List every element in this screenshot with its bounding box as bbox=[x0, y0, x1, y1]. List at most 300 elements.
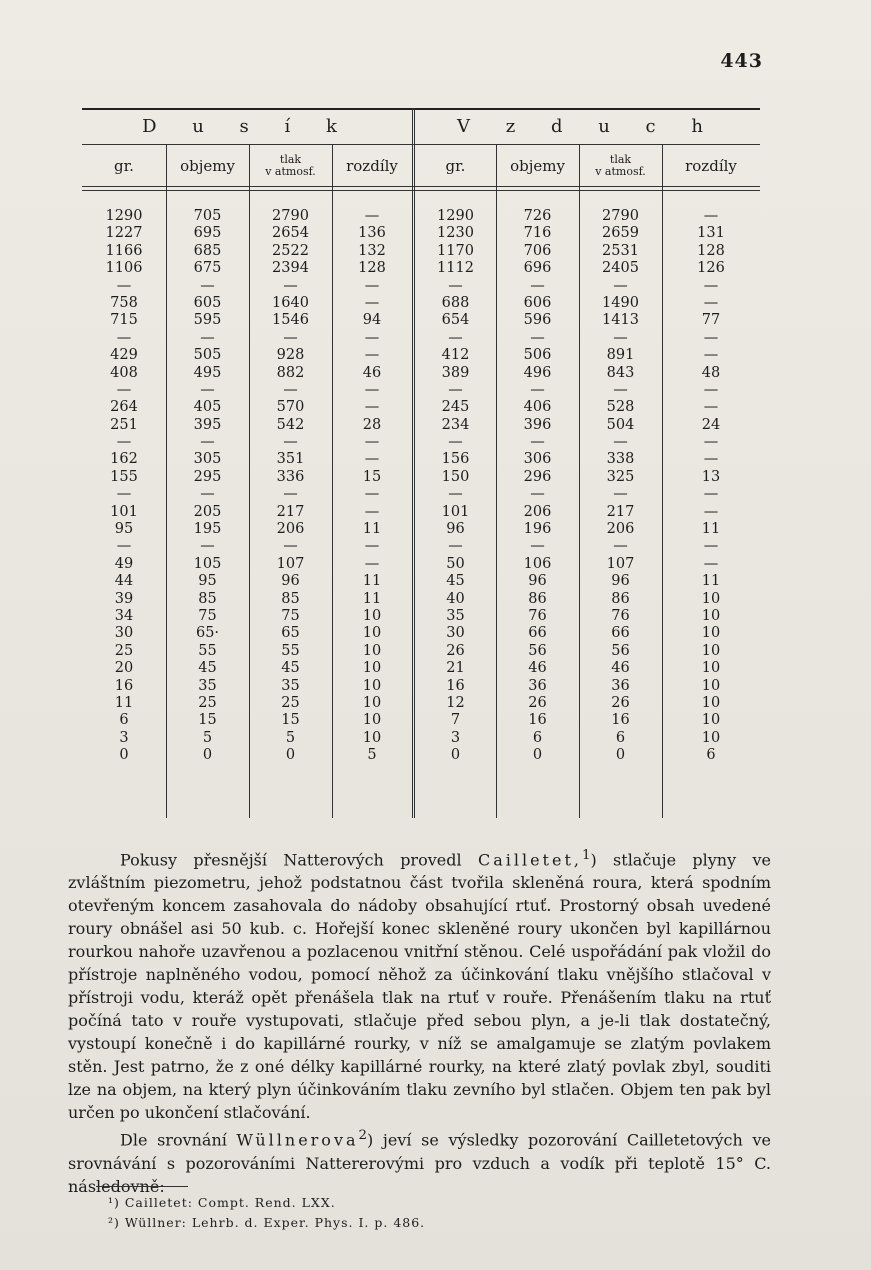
table-cell: 101 bbox=[441, 503, 470, 520]
table-row bbox=[82, 347, 760, 364]
table-cell: 107 bbox=[276, 555, 305, 572]
table-cell: 36 bbox=[611, 677, 630, 694]
table-cell: 688 bbox=[441, 294, 470, 311]
table-cell: 21 bbox=[446, 660, 465, 677]
table-cell: 95 bbox=[198, 573, 217, 590]
body-text bbox=[68, 844, 771, 1198]
table-cell: 10 bbox=[701, 729, 721, 746]
table-cell: 325 bbox=[606, 468, 635, 485]
table-cell: 16 bbox=[446, 677, 465, 694]
table-cell: 1166 bbox=[105, 242, 143, 259]
table-cell: 45 bbox=[281, 660, 300, 677]
table-cell: 128 bbox=[697, 242, 725, 259]
table-cell: 1640 bbox=[272, 294, 309, 311]
table-cell: — bbox=[703, 208, 719, 224]
table-row bbox=[82, 643, 760, 660]
table-row bbox=[82, 260, 760, 277]
table-cell: 336 bbox=[276, 468, 305, 485]
table-cell: 26 bbox=[611, 694, 630, 711]
footnote-ref: 2 bbox=[358, 1128, 367, 1144]
table-cell: 25 bbox=[281, 694, 300, 711]
table-cell: 206 bbox=[276, 521, 305, 538]
table-cell: 305 bbox=[193, 451, 222, 468]
table-row bbox=[82, 695, 760, 712]
table-cell: 126 bbox=[697, 260, 725, 277]
table-cell: 10 bbox=[362, 625, 382, 642]
table-cell: 39 bbox=[114, 590, 134, 607]
table-cell: 34 bbox=[114, 607, 134, 624]
table-cell: 695 bbox=[193, 225, 222, 242]
table-cell: 66 bbox=[611, 625, 630, 642]
table-cell: 5 bbox=[285, 729, 296, 746]
table-cell: 94 bbox=[362, 312, 382, 329]
table-cell: — bbox=[448, 486, 463, 503]
table-cell: — bbox=[283, 538, 298, 555]
table-cell: — bbox=[703, 347, 719, 364]
table-cell: — bbox=[283, 486, 298, 503]
table-cell: — bbox=[448, 381, 463, 398]
table-cell: — bbox=[703, 294, 719, 311]
table-cell: — bbox=[703, 381, 719, 398]
table-cell: 10 bbox=[701, 712, 721, 729]
table-cell: — bbox=[116, 277, 132, 294]
table-cell: 162 bbox=[110, 451, 138, 468]
table-cell: 96 bbox=[281, 573, 300, 590]
table-body bbox=[82, 208, 760, 765]
table-cell: 1112 bbox=[437, 260, 474, 277]
table-cell: 46 bbox=[362, 364, 382, 381]
table-cell: 605 bbox=[193, 294, 222, 311]
table-cell: — bbox=[364, 329, 380, 346]
table-cell: 75 bbox=[198, 607, 217, 624]
page-number: 443 bbox=[720, 50, 763, 72]
table-cell: 0 bbox=[450, 747, 461, 764]
table-cell: 928 bbox=[276, 347, 305, 364]
table-cell: — bbox=[448, 434, 463, 451]
table-cell: — bbox=[613, 381, 628, 398]
table-cell: — bbox=[613, 486, 628, 503]
table-cell: 685 bbox=[193, 242, 222, 259]
footnote: ¹) Cailletet: Compt. Rend. LXX. bbox=[108, 1195, 336, 1210]
table-cell: 101 bbox=[110, 503, 138, 520]
table-cell: 1546 bbox=[272, 312, 309, 329]
table-cell: 105 bbox=[193, 555, 222, 572]
table-cell: 10 bbox=[701, 607, 721, 624]
table-cell: 10 bbox=[701, 642, 721, 659]
data-table bbox=[82, 108, 760, 818]
table-cell: 396 bbox=[523, 416, 552, 433]
table-cell: 10 bbox=[362, 712, 382, 729]
table-row bbox=[82, 312, 760, 329]
table-cell: — bbox=[703, 277, 719, 294]
table-cell: 1227 bbox=[105, 225, 143, 242]
table-row bbox=[82, 486, 760, 503]
table-cell: — bbox=[613, 329, 628, 346]
table-cell: 10 bbox=[701, 660, 721, 677]
table-cell: 0 bbox=[532, 747, 543, 764]
table-cell: — bbox=[200, 434, 215, 451]
table-cell: 675 bbox=[193, 260, 222, 277]
table-cell: 217 bbox=[606, 503, 635, 520]
table-cell: 13 bbox=[701, 468, 721, 485]
col-header-tlak bbox=[579, 146, 662, 186]
table-cell: 1106 bbox=[105, 260, 143, 277]
col-header-rozdily: rozdíly bbox=[346, 157, 398, 175]
table-cell: — bbox=[283, 329, 298, 346]
table-cell: 85 bbox=[198, 590, 217, 607]
table-cell: 696 bbox=[523, 260, 552, 277]
table-row bbox=[82, 730, 760, 747]
table-cell: 65 bbox=[281, 625, 300, 642]
table-cell: 24 bbox=[701, 416, 721, 433]
table-cell: 15 bbox=[281, 712, 300, 729]
table-cell: 10 bbox=[362, 607, 382, 624]
table-cell: 10 bbox=[362, 642, 382, 659]
table-cell: 10 bbox=[362, 677, 382, 694]
table-cell: 1413 bbox=[602, 312, 639, 329]
table-cell: — bbox=[703, 486, 719, 503]
table-cell: — bbox=[116, 486, 132, 503]
table-cell: 150 bbox=[441, 468, 470, 485]
table-cell: 217 bbox=[276, 503, 305, 520]
col-header-tlak-line1: tlak bbox=[279, 153, 302, 166]
table-cell: 654 bbox=[441, 312, 470, 329]
table-cell: 66 bbox=[528, 625, 547, 642]
table-cell: 156 bbox=[441, 451, 470, 468]
table-row bbox=[82, 625, 760, 642]
table-cell: — bbox=[364, 381, 380, 398]
table-cell: 2394 bbox=[272, 260, 309, 277]
table-cell: 3 bbox=[119, 729, 129, 746]
table-cell: 706 bbox=[523, 242, 552, 259]
table-cell: 412 bbox=[441, 347, 470, 364]
table-cell: — bbox=[448, 277, 463, 294]
table-cell: 86 bbox=[528, 590, 547, 607]
table-row bbox=[82, 608, 760, 625]
table-cell: 128 bbox=[358, 260, 386, 277]
table-cell: 716 bbox=[523, 225, 552, 242]
table-cell: — bbox=[364, 451, 380, 468]
table-cell: — bbox=[613, 434, 628, 451]
table-cell: — bbox=[613, 538, 628, 555]
table-row bbox=[82, 295, 760, 312]
table-cell: 1490 bbox=[602, 294, 639, 311]
table-cell: 705 bbox=[193, 208, 222, 224]
table-cell: 20 bbox=[114, 660, 134, 677]
table-cell: — bbox=[364, 208, 380, 224]
table-row bbox=[82, 434, 760, 451]
table-row bbox=[82, 591, 760, 608]
table-cell: 96 bbox=[528, 573, 547, 590]
table-row bbox=[82, 469, 760, 486]
table-cell: 606 bbox=[523, 294, 552, 311]
col-header-tlak-line2: v atmosf. bbox=[265, 165, 316, 178]
table-cell: — bbox=[364, 555, 380, 572]
table-cell: — bbox=[703, 538, 719, 555]
table-cell: 95 bbox=[114, 521, 134, 538]
table-row bbox=[82, 521, 760, 538]
table-cell: 6 bbox=[706, 747, 716, 764]
table-cell: 2522 bbox=[272, 242, 309, 259]
table-row bbox=[82, 573, 760, 590]
table-cell: 35 bbox=[281, 677, 300, 694]
table-cell: 495 bbox=[193, 364, 222, 381]
table-cell: 26 bbox=[528, 694, 547, 711]
table-cell: 570 bbox=[276, 399, 305, 416]
text-span: Pokusy přesnější Natterových provedl bbox=[120, 850, 478, 870]
table-cell: 25 bbox=[114, 642, 134, 659]
table-cell: 25 bbox=[198, 694, 217, 711]
table-cell: — bbox=[530, 277, 545, 294]
table-cell: — bbox=[200, 381, 215, 398]
table-cell: 234 bbox=[441, 416, 470, 433]
table-cell: 406 bbox=[523, 399, 552, 416]
table-cell: 76 bbox=[528, 607, 547, 624]
table-cell: — bbox=[200, 486, 215, 503]
author-name: Wüllnerova bbox=[236, 1130, 359, 1150]
table-cell: 1170 bbox=[437, 242, 474, 259]
table-row bbox=[82, 660, 760, 677]
table-cell: 5 bbox=[202, 729, 213, 746]
table-cell: 882 bbox=[276, 364, 305, 381]
table-cell: 10 bbox=[701, 694, 721, 711]
table-row bbox=[82, 417, 760, 434]
table-cell: — bbox=[116, 538, 132, 555]
table-cell: 40 bbox=[446, 590, 465, 607]
table-cell: 2531 bbox=[602, 242, 639, 259]
table-cell: 45 bbox=[198, 660, 217, 677]
table-cell: 295 bbox=[193, 468, 222, 485]
table-cell: 50 bbox=[446, 555, 465, 572]
table-row bbox=[82, 278, 760, 295]
table-cell: 338 bbox=[606, 451, 635, 468]
table-cell: 505 bbox=[193, 347, 222, 364]
table-cell: 35 bbox=[198, 677, 217, 694]
table-cell: 15 bbox=[198, 712, 217, 729]
table-cell: — bbox=[364, 347, 380, 364]
table-cell: 395 bbox=[193, 416, 222, 433]
footnote: ²) Wüllner: Lehrb. d. Exper. Phys. I. p. 486. bbox=[108, 1215, 426, 1230]
table-cell: 75 bbox=[281, 607, 300, 624]
table-cell: — bbox=[364, 538, 380, 555]
table-row bbox=[82, 747, 760, 764]
table-cell: 48 bbox=[701, 364, 721, 381]
table-cell: 46 bbox=[528, 660, 547, 677]
col-header-rozdily: rozdíly bbox=[685, 157, 737, 175]
table-cell: 11 bbox=[701, 521, 721, 538]
table-row bbox=[82, 382, 760, 399]
table-row bbox=[82, 451, 760, 468]
table-cell: 528 bbox=[606, 399, 635, 416]
table-row bbox=[82, 208, 760, 225]
table-cell: 1290 bbox=[437, 208, 474, 224]
table-cell: 408 bbox=[110, 364, 138, 381]
table-cell: 264 bbox=[110, 399, 138, 416]
col-header-gr: gr. bbox=[445, 157, 466, 175]
table-cell: — bbox=[703, 451, 719, 468]
table-cell: — bbox=[364, 277, 380, 294]
table-cell: 35 bbox=[446, 607, 465, 624]
table-cell: — bbox=[364, 503, 380, 520]
table-cell: — bbox=[448, 329, 463, 346]
header-bottom-rule-2 bbox=[82, 190, 760, 191]
table-cell: — bbox=[364, 434, 380, 451]
table-cell: 496 bbox=[523, 364, 552, 381]
table-cell: — bbox=[116, 434, 132, 451]
table-cell: 251 bbox=[110, 416, 138, 433]
table-cell: 296 bbox=[523, 468, 552, 485]
table-cell: — bbox=[530, 538, 545, 555]
table-row bbox=[82, 712, 760, 729]
table-row bbox=[82, 678, 760, 695]
table-cell: 542 bbox=[276, 416, 305, 433]
table-cell: 2654 bbox=[272, 225, 309, 242]
table-cell: 0 bbox=[285, 747, 296, 764]
table-row bbox=[82, 556, 760, 573]
table-cell: — bbox=[364, 399, 380, 416]
table-cell: 6 bbox=[532, 729, 543, 746]
text-span: Dle srovnání bbox=[120, 1130, 237, 1150]
table-cell: 76 bbox=[611, 607, 630, 624]
table-row bbox=[82, 504, 760, 521]
table-cell: — bbox=[613, 277, 628, 294]
table-cell: 2790 bbox=[602, 208, 639, 224]
table-cell: — bbox=[530, 329, 545, 346]
col-header-tlak bbox=[249, 146, 332, 186]
table-cell: 11 bbox=[362, 573, 382, 590]
table-cell: 77 bbox=[701, 312, 721, 329]
table-cell: — bbox=[116, 329, 132, 346]
table-cell: 1290 bbox=[105, 208, 143, 224]
table-cell: 6 bbox=[119, 712, 129, 729]
table-cell: 11 bbox=[362, 590, 382, 607]
table-cell: 429 bbox=[110, 347, 138, 364]
table-cell: 16 bbox=[528, 712, 547, 729]
table-cell: — bbox=[283, 277, 298, 294]
table-cell: — bbox=[283, 381, 298, 398]
group-header-rule bbox=[82, 144, 760, 145]
table-cell: 1230 bbox=[437, 225, 474, 242]
paragraph bbox=[68, 844, 771, 1124]
table-cell: 56 bbox=[611, 642, 630, 659]
table-cell: — bbox=[703, 555, 719, 572]
table-cell: 10 bbox=[362, 729, 382, 746]
table-cell: — bbox=[200, 277, 215, 294]
table-cell: 206 bbox=[606, 521, 635, 538]
table-cell: 46 bbox=[611, 660, 630, 677]
table-cell: 10 bbox=[362, 694, 382, 711]
table-cell: 16 bbox=[114, 677, 134, 694]
table-cell: 891 bbox=[606, 347, 635, 364]
table-cell: 107 bbox=[606, 555, 635, 572]
table-cell: 196 bbox=[523, 521, 552, 538]
table-cell: 10 bbox=[362, 660, 382, 677]
text-span: ) jeví se výsledky pozorování Cailletetových ve srovnávání s pozorováními Nattererovými pro vzduch a vodík při teplotě 15° C. následovně: bbox=[68, 1130, 771, 1196]
table-cell: 5 bbox=[367, 747, 377, 764]
group-header-vzduch: V z d u c h bbox=[457, 116, 718, 137]
table-row bbox=[82, 330, 760, 347]
table-cell: 12 bbox=[446, 694, 465, 711]
table-cell: — bbox=[703, 434, 719, 451]
table-cell: 15 bbox=[362, 468, 382, 485]
col-header-objemy: objemy bbox=[510, 157, 565, 175]
table-cell: 16 bbox=[611, 712, 630, 729]
table-cell: — bbox=[530, 486, 545, 503]
table-row bbox=[82, 225, 760, 242]
table-cell: 11 bbox=[362, 521, 382, 538]
author-name: Cailletet, bbox=[477, 850, 582, 870]
table-cell: 10 bbox=[701, 590, 721, 607]
table-cell: 0 bbox=[615, 747, 626, 764]
table-cell: 351 bbox=[276, 451, 305, 468]
table-cell: 132 bbox=[358, 242, 386, 259]
table-cell: 6 bbox=[615, 729, 626, 746]
table-cell: 131 bbox=[697, 225, 725, 242]
table-cell: 65· bbox=[195, 625, 220, 642]
table-row bbox=[82, 243, 760, 260]
table-cell: 10 bbox=[701, 677, 721, 694]
table-cell: 2659 bbox=[602, 225, 639, 242]
table-cell: 44 bbox=[114, 573, 134, 590]
col-header-tlak-line1: tlak bbox=[609, 153, 632, 166]
table-cell: 11 bbox=[114, 694, 134, 711]
table-cell: 55 bbox=[198, 642, 217, 659]
table-cell: 758 bbox=[110, 294, 138, 311]
table-row bbox=[82, 399, 760, 416]
table-cell: — bbox=[200, 329, 215, 346]
table-cell: 389 bbox=[441, 364, 470, 381]
table-cell: 405 bbox=[193, 399, 222, 416]
table-cell: — bbox=[283, 434, 298, 451]
table-cell: — bbox=[448, 538, 463, 555]
col-header-tlak-line2: v atmosf. bbox=[595, 165, 646, 178]
table-cell: 85 bbox=[281, 590, 300, 607]
table-cell: 506 bbox=[523, 347, 552, 364]
footnote-rule bbox=[96, 1186, 188, 1187]
header-bottom-rule bbox=[82, 186, 760, 187]
table-cell: 96 bbox=[611, 573, 630, 590]
table-cell: 205 bbox=[193, 503, 222, 520]
table-cell: — bbox=[200, 538, 215, 555]
table-cell: 2405 bbox=[602, 260, 639, 277]
table-cell: 195 bbox=[193, 521, 222, 538]
table-cell: 106 bbox=[523, 555, 552, 572]
table-cell: 55 bbox=[281, 642, 300, 659]
col-header-gr: gr. bbox=[114, 157, 134, 175]
table-cell: — bbox=[703, 399, 719, 416]
table-cell: 30 bbox=[446, 625, 465, 642]
table-cell: 843 bbox=[606, 364, 635, 381]
table-cell: 245 bbox=[441, 399, 470, 416]
table-cell: 28 bbox=[362, 416, 382, 433]
table-cell: 3 bbox=[450, 729, 461, 746]
table-cell: — bbox=[364, 486, 380, 503]
table-cell: 596 bbox=[523, 312, 552, 329]
table-top-rule bbox=[82, 108, 760, 110]
table-cell: 155 bbox=[110, 468, 138, 485]
table-cell: 7 bbox=[450, 712, 461, 729]
table-cell: 26 bbox=[446, 642, 465, 659]
table-cell: 11 bbox=[701, 573, 721, 590]
group-header-dusik: D u s í k bbox=[142, 116, 352, 137]
table-cell: 86 bbox=[611, 590, 630, 607]
table-cell: 0 bbox=[202, 747, 213, 764]
table-cell: 30 bbox=[114, 625, 134, 642]
table-cell: — bbox=[530, 381, 545, 398]
table-cell: 206 bbox=[523, 503, 552, 520]
table-cell: 10 bbox=[701, 625, 721, 642]
table-cell: 56 bbox=[528, 642, 547, 659]
